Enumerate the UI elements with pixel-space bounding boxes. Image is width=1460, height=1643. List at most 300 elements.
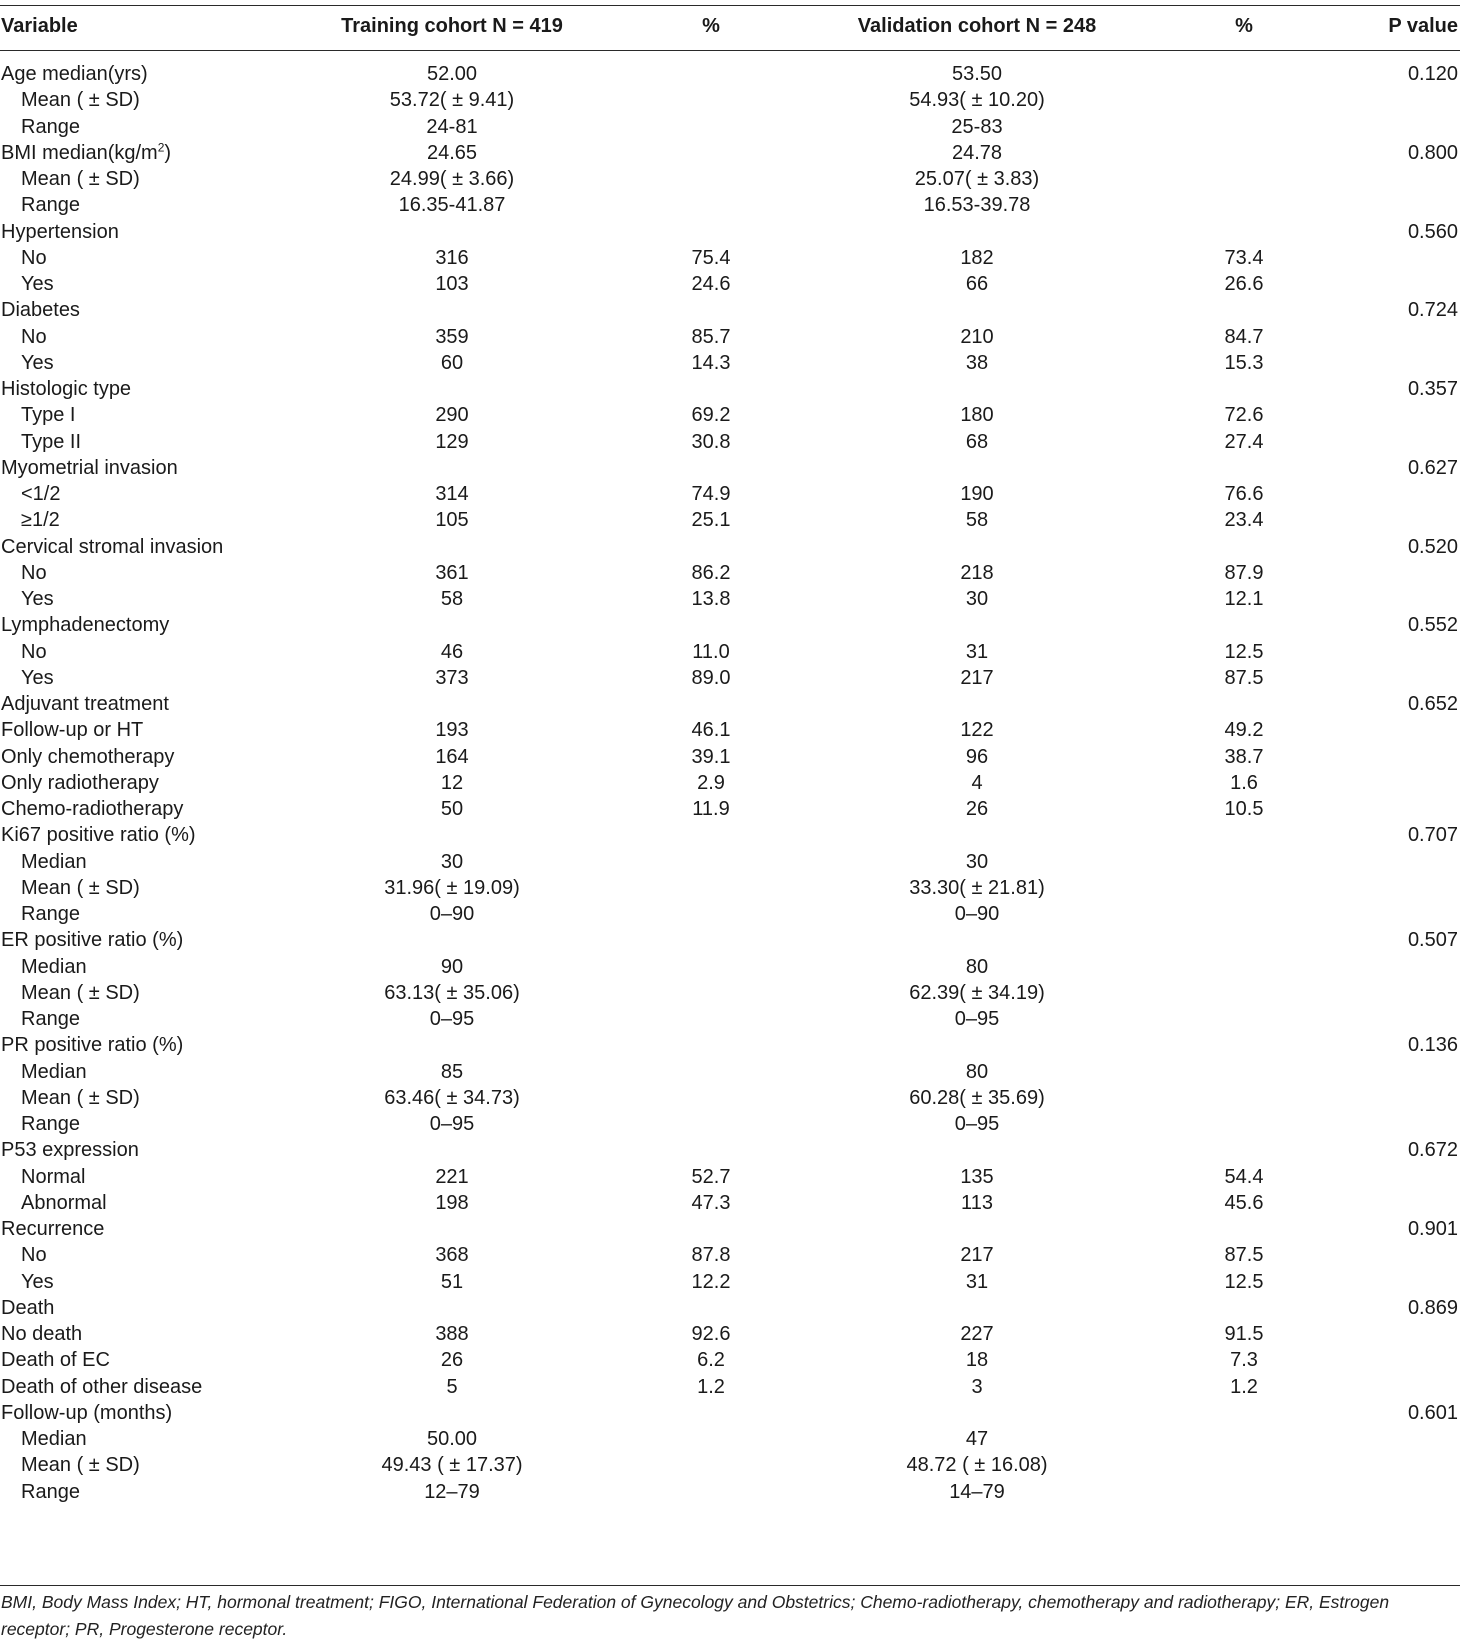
table-header-rule — [0, 50, 1460, 51]
header-validation-cohort: Validation cohort N = 248 — [857, 15, 1097, 37]
cell-training-count: 50 — [440, 798, 464, 820]
row-label-text: No — [21, 640, 47, 663]
cell-training-percent: 85.7 — [691, 325, 731, 348]
row-label — [21, 639, 47, 666]
row-label — [21, 1085, 140, 1112]
cell-p-value: 0.560 — [1407, 220, 1458, 243]
row-label-text: Histologic type — [1, 378, 132, 400]
cell-training-count: 46 — [440, 640, 464, 663]
row-label-text: Yes — [21, 351, 54, 374]
cell-validation-percent: 87.5 — [1224, 1244, 1264, 1267]
row-label-text: Range — [21, 1008, 80, 1030]
cell-validation-count: 0–95 — [954, 1008, 1000, 1030]
cell-training-count: 85 — [440, 1060, 464, 1083]
cell-p-value: 0.601 — [1407, 1401, 1458, 1424]
cell-training-count: 58 — [440, 588, 464, 610]
cell-training-count: 290 — [435, 404, 469, 427]
row-label — [21, 271, 54, 298]
cell-validation-count: 66 — [965, 273, 989, 295]
cell-validation-percent: 26.6 — [1224, 273, 1264, 295]
row-label-text: Yes — [21, 666, 54, 689]
row-label — [21, 429, 81, 456]
row-label-text: Lymphadenectomy — [1, 614, 170, 637]
cell-validation-count: 217 — [960, 1244, 994, 1267]
cell-training-count: 164 — [435, 745, 469, 768]
cell-validation-percent: 10.5 — [1224, 798, 1264, 820]
row-label-text: Only chemotherapy — [1, 745, 175, 768]
cell-p-value: 0.724 — [1407, 299, 1458, 322]
row-label-text: No — [21, 246, 47, 269]
cell-validation-percent: 49.2 — [1224, 719, 1264, 742]
cell-training-count: 49.43 ( ± 17.37) — [381, 1454, 523, 1477]
table-row — [0, 1190, 1460, 1217]
cell-validation-count: 25.07( ± 3.83) — [914, 168, 1040, 190]
cell-validation-percent: 1.6 — [1230, 771, 1258, 794]
table-row — [0, 1269, 1460, 1296]
cell-training-count: 30 — [440, 850, 464, 873]
cell-validation-percent: 87.5 — [1224, 666, 1264, 689]
cell-validation-percent: 27.4 — [1224, 430, 1264, 453]
table-row — [0, 297, 1460, 324]
table-row — [0, 534, 1460, 561]
cell-validation-count: 30 — [965, 850, 989, 873]
cell-training-percent: 75.4 — [691, 246, 731, 269]
row-label-text: Ki67 positive ratio (%) — [1, 824, 196, 847]
row-label — [21, 350, 54, 377]
cell-training-percent: 11.9 — [692, 798, 730, 820]
table-row — [0, 1006, 1460, 1033]
table-row — [0, 639, 1460, 666]
cell-training-count: 198 — [435, 1191, 469, 1214]
table-row — [0, 1216, 1460, 1243]
cell-validation-count: 14–79 — [949, 1480, 1005, 1503]
table-row — [0, 1059, 1460, 1086]
row-label-text: Type II — [21, 430, 82, 453]
cell-validation-count: 122 — [960, 719, 994, 742]
cell-training-percent: 89.0 — [691, 666, 731, 689]
table-row — [0, 1479, 1460, 1506]
table-row — [0, 114, 1460, 141]
row-label-text: Mean ( ± SD) — [21, 1454, 140, 1477]
table-row — [0, 849, 1460, 876]
row-label-text: No — [21, 561, 47, 584]
cell-validation-count: 190 — [960, 483, 994, 505]
row-label-text: Cervical stromal invasion — [1, 535, 224, 558]
row-label-text: Mean ( ± SD) — [21, 89, 140, 112]
cell-validation-count: 16.53-39.78 — [923, 194, 1031, 217]
row-label — [1, 1374, 202, 1401]
cell-validation-count: 24.78 — [951, 141, 1003, 164]
cell-validation-count: 80 — [965, 1060, 989, 1083]
cell-training-count: 53.72( ± 9.41) — [389, 89, 515, 112]
cell-validation-count: 80 — [965, 955, 989, 978]
table-row — [0, 271, 1460, 298]
row-label — [21, 507, 60, 534]
cell-validation-percent: 7.3 — [1230, 1349, 1258, 1372]
table-row — [0, 691, 1460, 718]
row-label-text: PR positive ratio (%) — [1, 1034, 184, 1057]
row-label-text: Normal — [21, 1165, 86, 1188]
cell-validation-count: 0–95 — [954, 1113, 1000, 1135]
header-training-percent: % — [702, 15, 720, 37]
row-label-text: P53 expression — [1, 1139, 139, 1162]
cell-p-value: 0.136 — [1407, 1034, 1458, 1057]
table-row — [0, 927, 1460, 954]
cell-validation-count: 0–90 — [954, 903, 1000, 925]
cell-validation-count: 47 — [965, 1428, 989, 1450]
row-label-text: Recurrence — [1, 1218, 105, 1240]
row-label — [1, 140, 171, 167]
cell-training-count: 388 — [435, 1323, 469, 1345]
row-label — [21, 1426, 87, 1453]
row-label-text: Range — [21, 1480, 80, 1503]
row-label — [1, 1137, 139, 1164]
table-footnote: BMI, Body Mass Index; HT, hormonal treatment; FIGO, International Federation of Gynecology and Obstetrics; Chemo-radiotherapy, chemotherapy and radiotherapy; ER, Estrogen receptor; PR, Progesterone receptor. — [1, 1592, 1390, 1639]
row-label — [1, 455, 178, 482]
row-label — [21, 324, 47, 351]
cell-training-percent: 13.8 — [691, 588, 731, 610]
cell-training-count: 314 — [435, 483, 469, 505]
cell-training-count: 103 — [435, 273, 469, 295]
cell-validation-percent: 23.4 — [1224, 509, 1264, 532]
cell-validation-count: 113 — [961, 1191, 993, 1214]
cell-training-count: 105 — [435, 509, 469, 532]
cell-validation-percent: 15.3 — [1224, 351, 1264, 374]
row-label — [21, 1059, 87, 1086]
table-row — [0, 1452, 1460, 1479]
row-label — [21, 980, 140, 1007]
cell-training-percent: 46.1 — [691, 719, 731, 742]
cell-training-percent: 86.2 — [691, 561, 731, 584]
cell-training-count: 221 — [435, 1165, 469, 1188]
row-label — [21, 560, 47, 587]
row-label — [1, 1400, 172, 1427]
header-validation-percent: % — [1235, 15, 1253, 37]
cell-training-count: 52.00 — [426, 63, 478, 85]
row-label-text: Hypertension — [1, 220, 119, 243]
table-row — [0, 665, 1460, 692]
table-row — [0, 744, 1460, 771]
table-row — [0, 1164, 1460, 1191]
table-row — [0, 507, 1460, 534]
row-label — [21, 166, 140, 193]
header-p-value: P value — [1388, 15, 1458, 37]
row-label — [1, 1216, 104, 1243]
row-label-text: Chemo-radiotherapy — [1, 798, 184, 820]
row-label — [1, 691, 169, 718]
table-row — [0, 796, 1460, 823]
cell-validation-percent: 1.2 — [1230, 1375, 1258, 1398]
row-label — [1, 61, 148, 88]
table-row — [0, 429, 1460, 456]
table-row — [0, 1347, 1460, 1374]
row-label-text: Yes — [21, 273, 54, 295]
row-label — [21, 1006, 80, 1033]
cell-validation-count: 182 — [960, 246, 994, 269]
cell-training-count: 51 — [440, 1270, 464, 1293]
cell-validation-count: 218 — [960, 561, 994, 584]
table-row — [0, 1321, 1460, 1348]
cell-p-value: 0.507 — [1407, 929, 1458, 952]
cell-training-percent: 87.8 — [691, 1244, 731, 1267]
cell-training-count: 361 — [435, 561, 469, 584]
cell-p-value: 0.120 — [1407, 63, 1458, 85]
row-label-text: Median — [21, 1060, 87, 1083]
cell-training-percent: 6.2 — [697, 1349, 725, 1372]
row-label-text: ≥1/2 — [21, 509, 60, 532]
cell-training-count: 63.13( ± 35.06) — [384, 981, 520, 1004]
row-label-text: Abnormal — [21, 1191, 107, 1214]
row-label-text: Only radiotherapy — [1, 771, 159, 794]
table-row — [0, 245, 1460, 272]
row-label — [1, 822, 196, 849]
cell-p-value: 0.901 — [1407, 1218, 1458, 1240]
row-label-text: Myometrial invasion — [1, 456, 178, 479]
row-label — [1, 612, 169, 639]
row-label-text: Yes — [21, 588, 54, 610]
cell-validation-count: 30 — [965, 588, 989, 610]
cell-validation-percent: 87.9 — [1224, 561, 1264, 584]
row-label — [21, 481, 60, 508]
cell-training-percent: 52.7 — [691, 1165, 731, 1188]
row-label-text: Adjuvant treatment — [1, 693, 169, 715]
row-label-text: Mean ( ± SD) — [21, 876, 140, 899]
row-label — [21, 1242, 47, 1269]
cell-p-value: 0.800 — [1407, 141, 1458, 164]
row-label — [1, 1032, 183, 1059]
row-label-text: Follow-up (months) — [1, 1401, 173, 1424]
row-label-text: Range — [21, 115, 80, 138]
row-label — [21, 586, 54, 613]
table-top-rule — [0, 5, 1460, 6]
row-label — [21, 192, 80, 219]
cell-training-count: 0–90 — [429, 903, 475, 925]
cell-validation-count: 68 — [965, 430, 989, 453]
table-row — [0, 1085, 1460, 1112]
table-row — [0, 402, 1460, 429]
cell-validation-count: 38 — [965, 351, 989, 374]
cell-training-count: 24.99( ± 3.66) — [389, 168, 515, 190]
cell-training-count: 0–95 — [429, 1008, 475, 1030]
table-row — [0, 1374, 1460, 1401]
row-label — [1, 796, 183, 823]
cell-validation-percent: 12.1 — [1224, 588, 1264, 610]
table-row — [0, 376, 1460, 403]
row-label — [1, 376, 131, 403]
cell-training-percent: 2.9 — [697, 771, 725, 794]
row-label — [21, 875, 140, 902]
table-row — [0, 1242, 1460, 1269]
cell-training-count: 63.46( ± 34.73) — [384, 1086, 520, 1109]
row-label — [21, 114, 80, 141]
table-row — [0, 980, 1460, 1007]
row-label-text: Mean ( ± SD) — [21, 1086, 140, 1109]
table-row — [0, 166, 1460, 193]
cell-validation-count: 25-83 — [951, 115, 1003, 138]
row-label-text: Median — [21, 850, 87, 873]
row-label-text: Diabetes — [1, 299, 80, 322]
table-row — [0, 1111, 1460, 1138]
cell-validation-percent: 91.5 — [1224, 1323, 1264, 1345]
table-row — [0, 61, 1460, 88]
header-variable: Variable — [1, 15, 78, 37]
table-row — [0, 481, 1460, 508]
table-row — [0, 324, 1460, 351]
table-row — [0, 875, 1460, 902]
cell-training-percent: 1.2 — [697, 1375, 725, 1398]
cell-training-count: 368 — [435, 1244, 469, 1267]
cell-training-count: 50.00 — [426, 1428, 478, 1450]
row-label-text: Range — [21, 1113, 80, 1135]
cell-training-count: 12 — [440, 771, 464, 794]
cell-training-count: 16.35-41.87 — [398, 194, 506, 217]
cell-training-count: 5 — [446, 1375, 458, 1398]
table-row — [0, 1426, 1460, 1453]
table-row — [0, 1032, 1460, 1059]
cell-validation-percent: 72.6 — [1224, 404, 1264, 427]
cell-p-value: 0.652 — [1407, 693, 1458, 715]
cell-validation-count: 31 — [965, 1270, 989, 1293]
cell-validation-percent: 84.7 — [1224, 325, 1264, 348]
cell-validation-count: 58 — [965, 509, 989, 532]
row-label-text: Follow-up or HT — [1, 719, 144, 742]
table-row — [0, 560, 1460, 587]
cell-training-percent: 14.3 — [691, 351, 731, 374]
table-row — [0, 140, 1460, 167]
cell-training-count: 129 — [435, 430, 469, 453]
table-row — [0, 586, 1460, 613]
cell-validation-percent: 38.7 — [1224, 745, 1264, 768]
row-label-text: Median — [21, 1428, 87, 1450]
row-label — [1, 1321, 82, 1348]
cell-validation-percent: 54.4 — [1224, 1165, 1264, 1188]
table-row — [0, 901, 1460, 928]
table-row — [0, 1400, 1460, 1427]
row-label-suffix: ) — [164, 141, 172, 164]
table-bottom-rule — [0, 1585, 1460, 1586]
cell-validation-count: 3 — [971, 1375, 983, 1398]
row-label-text: No death — [1, 1323, 83, 1345]
row-label — [21, 245, 47, 272]
cell-validation-count: 62.39( ± 34.19) — [909, 981, 1045, 1004]
cell-training-count: 24.65 — [426, 141, 478, 164]
row-label — [21, 1479, 80, 1506]
table-row — [0, 717, 1460, 744]
cell-training-percent: 39.1 — [691, 745, 731, 768]
row-label-text: Death of EC — [1, 1349, 110, 1372]
table-row — [0, 219, 1460, 246]
cell-training-count: 90 — [440, 955, 464, 978]
row-label-text: ER positive ratio (%) — [1, 929, 184, 952]
cell-training-percent: 25.1 — [691, 509, 731, 532]
cell-validation-count: 96 — [965, 745, 989, 768]
cell-validation-count: 31 — [965, 640, 989, 663]
cell-p-value: 0.707 — [1407, 824, 1458, 847]
row-label-text: No — [21, 1244, 47, 1267]
table-row — [0, 770, 1460, 797]
row-label — [21, 849, 87, 876]
cell-p-value: 0.357 — [1407, 378, 1458, 400]
cell-validation-count: 26 — [965, 798, 989, 820]
table-row — [0, 954, 1460, 981]
row-label-text: Death — [1, 1296, 55, 1319]
cell-training-count: 316 — [435, 246, 469, 269]
cell-validation-count: 54.93( ± 10.20) — [909, 89, 1045, 112]
row-label — [21, 87, 140, 114]
cell-p-value: 0.627 — [1407, 456, 1458, 479]
cell-validation-count: 227 — [960, 1323, 994, 1345]
cell-training-count: 24-81 — [426, 115, 478, 138]
table-row — [0, 822, 1460, 849]
table-row — [0, 350, 1460, 377]
table-row — [0, 1295, 1460, 1322]
header-training-cohort: Training cohort N = 419 — [341, 15, 563, 37]
row-label-text: BMI median(kg/m — [1, 141, 158, 164]
row-label-text: Median — [21, 955, 87, 978]
table-row — [0, 455, 1460, 482]
cell-training-percent: 69.2 — [691, 404, 731, 427]
row-label-text: Yes — [21, 1270, 54, 1293]
cell-validation-percent: 12.5 — [1224, 1270, 1264, 1293]
table-row — [0, 612, 1460, 639]
row-label — [21, 1111, 80, 1138]
cell-validation-percent: 76.6 — [1224, 483, 1264, 505]
cell-training-count: 60 — [440, 351, 464, 374]
cell-training-percent: 92.6 — [691, 1323, 731, 1345]
table-row — [0, 192, 1460, 219]
row-label-text: Range — [21, 194, 80, 217]
row-label — [1, 927, 183, 954]
row-label — [1, 534, 223, 561]
row-label — [21, 1269, 54, 1296]
row-label — [21, 1452, 140, 1479]
row-label — [1, 717, 143, 744]
row-label — [1, 744, 174, 771]
row-label-text: Type I — [21, 404, 76, 427]
cell-training-percent: 47.3 — [691, 1191, 731, 1214]
cell-training-percent: 11.0 — [692, 640, 730, 663]
row-label-text: Mean ( ± SD) — [21, 981, 140, 1004]
cell-p-value: 0.520 — [1407, 535, 1458, 558]
cell-training-percent: 24.6 — [691, 273, 731, 295]
cell-validation-count: 53.50 — [951, 63, 1003, 85]
cell-training-count: 31.96( ± 19.09) — [384, 876, 520, 899]
cell-validation-count: 180 — [960, 404, 994, 427]
row-label — [21, 1164, 85, 1191]
cell-training-count: 0–95 — [429, 1113, 475, 1135]
row-label-text: Mean ( ± SD) — [21, 168, 140, 190]
cell-validation-count: 4 — [971, 771, 983, 794]
cell-validation-count: 60.28( ± 35.69) — [909, 1086, 1045, 1109]
cell-p-value: 0.869 — [1407, 1296, 1458, 1319]
row-label-superscript: 2 — [157, 140, 165, 155]
cell-training-count: 26 — [440, 1349, 464, 1372]
cell-validation-percent: 45.6 — [1224, 1191, 1264, 1214]
cell-validation-count: 18 — [965, 1349, 989, 1372]
row-label — [21, 901, 80, 928]
row-label — [21, 402, 75, 429]
row-label — [21, 1190, 107, 1217]
cell-validation-percent: 73.4 — [1224, 246, 1264, 269]
cell-training-count: 193 — [435, 719, 469, 742]
cell-training-count: 12–79 — [424, 1480, 480, 1503]
row-label-text: No — [21, 325, 47, 348]
row-label-text: <1/2 — [21, 483, 61, 505]
row-label-text: Range — [21, 903, 80, 925]
cell-validation-count: 135 — [960, 1165, 994, 1188]
row-label — [1, 219, 119, 246]
cell-training-percent: 74.9 — [691, 483, 731, 505]
